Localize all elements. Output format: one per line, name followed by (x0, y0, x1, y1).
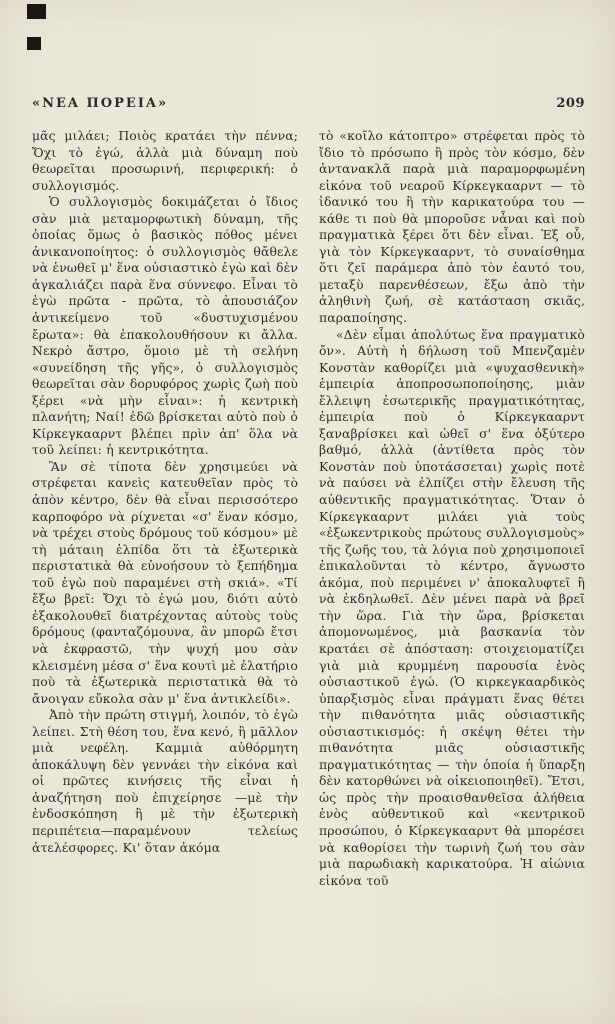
left-column (32, 128, 298, 889)
scan-artifact-bottom (27, 37, 41, 50)
page-header (32, 0, 585, 111)
paragraph: «Δὲν εἶμαι ἀπολύτως ἕνα πραγματικὸ ὄν». Αὐτὴ ἡ δήλωση τοῦ Μπενζαμὲν Κονστὰν καθορίζει μιὰ «ψυχασθενικὴ» ἐμπειρία ἀποπροσωποποίησης, μιὰν ἔλλειψη ἐσωτερικῆς πραγματικότητας, ἐμπειρία ποὺ ὁ Κίρκεγκααρντ ξαναβρίσκει καὶ ὠθεῖ σ' ἕνα ὀξύτερο βαθμό, ἀλλὰ (ἀντίθετα πρὸς τὸν Κονστὰν ποὺ ὑποτάσσεται) χωρὶς ποτὲ νὰ παύσει νὰ ἐλπίζει στὴν ἔλευση τῆς αὐθεντικῆς πραγματικότητας. Ὅταν ὁ Κίρκεγκααρντ μιλάει γιὰ τοὺς «ἐξωκεντρικοὺς πρώτους συλλογισμοὺς» τῆς ζωῆς του, τὰ λόγια ποὺ χρησιμοποιεῖ ἐπικαλοῦνται τὸ κέντρο, ἄγνωστο ἀκόμα, ποὺ περιμένει ν' ἀποκαλυφτεῖ ἢ νὰ ἐκδηλωθεῖ. Δὲν μένει παρὰ νὰ βρεῖ τὴν ὥρα. Γιὰ τὴν ὥρα, βρίσκεται ἀπομονωμένος, μιὰ βασκανία τὸν κρατάει σὲ ἀπόσταση: στοιχειοματίζει γιὰ μιὰ κρυμμένη παρουσία ἑνὸς οὐσιαστικοῦ ἐγώ. (Ὁ κιρκεγκααρδικὸς ὑπαρξισμὸς εἶναι πράγματι ἕνας θέτει τὴν πιθανότητα μιᾶς οὐσιαστικῆς οὐσιαστικισμός: ἡ σκέψη θέτει τὴν πιθανότητα μιᾶς οὐσιαστικῆς πραγματικότητας — τὴν ὁποία ἡ ὕπαρξη δὲν κατορθώνει νὰ οἰκειοποιηθεῖ). Ἔτσι, ὡς πρὸς τὴν προαισθανθεῖσα ἀλήθεια ἑνὸς αὐθεντικοῦ καὶ «κεντρικοῦ προσώπου, ὁ Κίρκεγκααρντ θὰ μπορέσει νὰ καθορίσει τὴν τωρινὴ ζωή του σὰν μιὰ παρωδιακὴ καρικατούρα. Ἡ αἰώνια εἰκόνα τοῦ (319, 326, 585, 888)
paragraph: Ἂν σὲ τίποτα δὲν χρησιμεύει νὰ στρέφεται κανεὶς κατευθεῖαν πρὸς τὸ ἀπὸν κέντρο, δὲν θὰ εἶναι περισσότερο καρποφόρο νὰ ρίχνεται «σ' ἕναν κόσμο, νὰ τρέχει στοὺς δρόμους τοῦ κόσμου» μὲ τὴ μάταιη ἐλπίδα ὅτι τὰ ἐξωτερικὰ περιστατικὰ θὰ εὐνοήσουν τὸ ξεπήδημα τοῦ ἐγὼ ποὺ παραμένει στὴ σκιά». «Τί ἔξω βρεῖ: Ὄχι τὸ ἐγώ μου, διότι αὐτὸ ἐξακολουθεῖ διατρέχοντας αὐτοὺς τοὺς δρόμους (φανταζόμουνα, ἂν μπορῶ ἔτσι νὰ ἐκφραστῶ, τὴν ψυχή μου σὰν κλεισμένη μέσα σ' ἕνα κουτὶ μὲ ἐλατήριο ποὺ τὰ ἐξωτερικὰ περιστατικὰ θὰ τὸ ἄνοιγαν εὔκολα σὰν μ' ἕνα ἀντικλείδι». (32, 458, 298, 706)
paragraph-continuation: τὸ «κοῖλο κάτοπτρο» στρέφεται πρὸς τὸ ἴδιο τὸ πρόσωπο ἢ πρὸς τὸν κόσμο, δὲν ἀντανακλᾶ παρὰ μιὰ παραμορφωμένη εἰκόνα τοῦ νεαροῦ Κίρκεγκααρντ — τὸ ἰδανικό του ἢ τὴν καρικατούρα του — κάθε τι ποὺ θὰ μποροῦσε νἆναι καὶ ποὺ πραγματικὰ ξέρει ὅτι δὲν εἶναι. Ἐξ οὗ, γιὰ τὸν Κίρκεγκααρντ, τὸ συναίσθημα ὅτι ζεῖ παράμερα ἀπὸ τὸν ἑαυτό του, μεταξὺ παρενθέσεων, ἔξω ἀπὸ τὴν ἀληθινὴ ζωή, σὲ κατάσταση σκιᾶς, παραποίησης. (319, 128, 585, 326)
paragraph: Ὁ συλλογισμὸς δοκιμάζεται ὁ ἴδιος σὰν μιὰ μεταμορφωτικὴ δύναμη, τῆς ὁποίας ὅμως ὁ βασικὸς πόθος μένει ἀνικανοποίητος: ὁ συλλογισμὸς θἄθελε νὰ ἑνωθεῖ μ' ἕνα οὐσιαστικὸ ἐγὼ καὶ δὲν ἀγκαλιάζει παρὰ ἕνα σύννεφο. Εἶναι τὸ ἐγὼ πρῶτα - πρῶτα, τὸ ἀπουσιάζον ἀντικείμενο τοῦ «δυστυχισμένου ἔρωτα»: θὰ ἐπακολουθήσουν κι ἄλλα. Νεκρὸ ἄστρο, ὅμοιο μὲ τὴ σελήνη «συνείδηση τῆς γῆς», ὁ συλλογισμὸς θεωρεῖται σὰν δορυφόρος χωρὶς ζωὴ ποὺ ξέρει «νὰ μὴν εἶναι»: ἡ κεντρικὴ πλανήτη; Ναί! ἐδῶ βρίσκεται αὐτὸ ποὺ ὁ Κίρκεγκααρντ βλέπει πρὶν ἀπ' ὅλα νὰ τοῦ λείπει: ἡ κεντρικότητα. (32, 194, 298, 458)
paragraph: Ἀπὸ τὴν πρώτη στιγμή, λοιπόν, τὸ ἐγὼ λείπει. Στὴ θέση του, ἕνα κενό, ἢ μᾶλλον μιὰ νεφέλη. Καμμιὰ αὐθόρμητη ἀποκάλυψη δὲν γεννάει τὴν εἰκόνα καὶ οἱ πρῶτες κινήσεις τῆς εἶναι ἡ ἀναζήτηση ποὺ ἐπιχείρησε —μὲ τὴν ἐνδοσκόπηση ἢ μὲ τὴν ἐξωτερικὴ περιπέτεια—παραμένουν τελείως ἀτελέσφορες. Κι' ὅταν ἀκόμα (32, 707, 298, 855)
text-columns (32, 128, 585, 889)
paragraph-continuation: μᾶς μιλάει; Ποιὸς κρατάει τὴν πέννα; Ὄχι τὸ ἐγώ, ἀλλὰ μιὰ δύναμη ποὺ θεωρεῖται προσωρινή, περιφερική: ὁ συλλογισμός. (32, 128, 298, 193)
page-number: 209 (556, 96, 585, 111)
journal-title: «ΝΕΑ ΠΟΡΕΙΑ» (32, 96, 169, 111)
right-column (319, 128, 585, 889)
scan-artifact-top (27, 4, 46, 19)
